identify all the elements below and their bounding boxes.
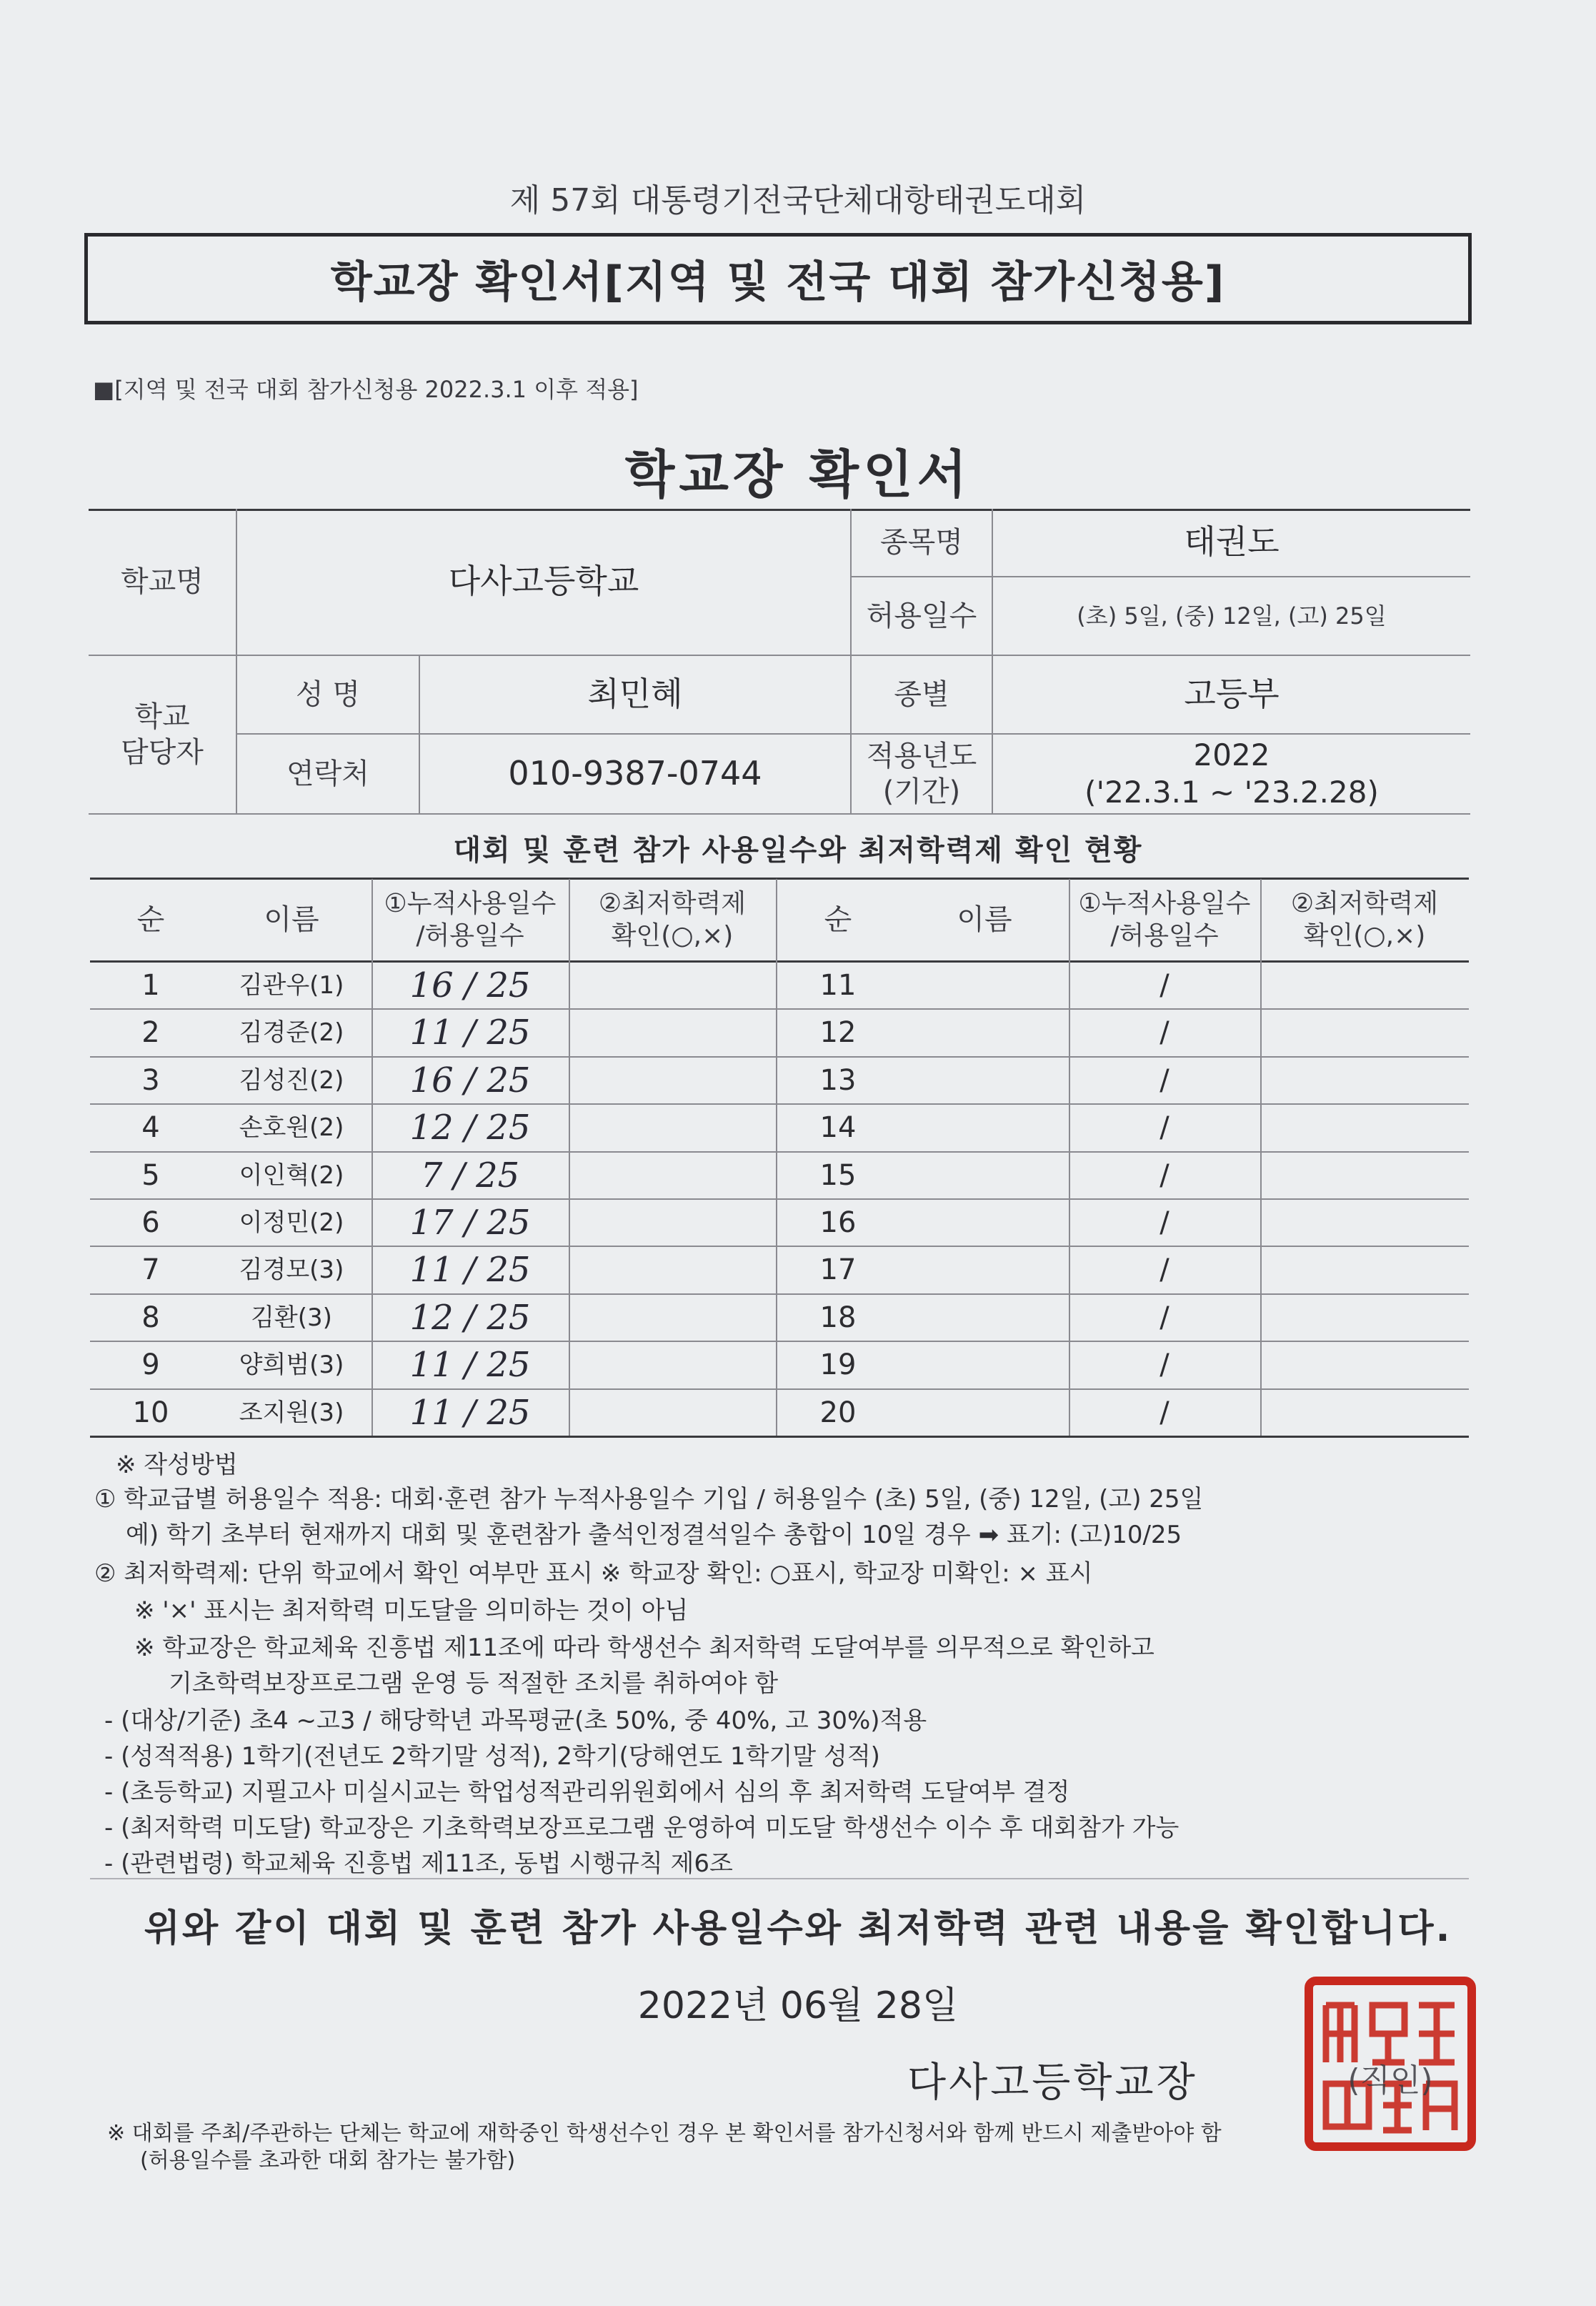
header-days: [371, 879, 569, 960]
athlete-name: 김환(3): [251, 1303, 332, 1332]
document-title: 학교장 확인서: [624, 444, 972, 505]
days-used-slash: /: [1159, 1301, 1169, 1334]
days-used-slash: /: [1159, 969, 1169, 1002]
min-grade-check: [1260, 1341, 1469, 1388]
year-label: [852, 735, 992, 813]
section-title: 대회 및 훈련 참가 사용일수와 최저학력제 확인 현황: [453, 834, 1143, 867]
min-grade-check: [569, 1389, 776, 1436]
row-number: 12: [819, 1016, 857, 1049]
days-used-handwritten: 11 / 25: [409, 1013, 531, 1053]
days-used-handwritten: 12 / 25: [409, 1298, 531, 1338]
row-number: 3: [141, 1064, 160, 1097]
days-used-slash: /: [1159, 1206, 1169, 1239]
row-number: 17: [819, 1253, 857, 1286]
note-line: 예) 학기 초부터 현재까지 대회 및 훈련참가 출석인정결석일수 총합이 10일 경우 ➡ 표기: (고)10/25: [126, 1521, 1182, 1549]
athlete-name: [900, 1341, 1069, 1388]
note-line: ※ '×' 표시는 최저학력 미도달을 의미하는 것이 아님: [134, 1596, 689, 1625]
header-days-line2: /허용일수: [416, 921, 524, 950]
note-line: ※ 학교장은 학교체육 진흥법 제11조에 따라 학생선수 최저학력 도달여부를 의무적으로 확인하고: [134, 1634, 1154, 1662]
days-used-handwritten: 7 / 25: [420, 1156, 520, 1196]
contact-person-label: [89, 656, 236, 813]
row-divider: [90, 1436, 1469, 1438]
athlete-name: [900, 962, 1069, 1009]
school-name-label: 학교명: [121, 565, 204, 598]
header-min-line2: 확인(○,×): [611, 921, 734, 950]
athlete-name: 조지원(3): [239, 1398, 344, 1427]
note-line: - (성적적용) 1학기(전년도 2학기말 성적), 2학기(당해연도 1학기말 성적): [104, 1742, 880, 1771]
note-line: - (대상/기준) 초4 ~고3 / 해당학년 과목평균(초 50%, 중 40%, 고 30%)적용: [104, 1706, 927, 1735]
athlete-name: [900, 1152, 1069, 1199]
sport-value: 태권도: [1184, 522, 1280, 562]
header-min-grade: [569, 879, 776, 960]
days-used-slash: /: [1159, 1064, 1169, 1097]
year-value: [993, 735, 1470, 813]
note-line: - (최저학력 미도달) 학교장은 기초학력보장프로그램 운영하여 미도달 학생선수 이수 후 대회참가 가능: [104, 1814, 1179, 1842]
athlete-name: [900, 1389, 1069, 1436]
days-used-slash: /: [1159, 1348, 1169, 1381]
row-number: 13: [819, 1064, 857, 1097]
athlete-name: [900, 1294, 1069, 1341]
year-label-line2: (기간): [882, 775, 961, 808]
contact-label-line2: 담당자: [121, 736, 204, 769]
days-used-handwritten: 11 / 25: [409, 1345, 531, 1385]
min-grade-check: [1260, 1009, 1469, 1056]
min-grade-check: [1260, 1199, 1469, 1246]
row-number: 15: [819, 1159, 857, 1192]
days-used-slash: /: [1159, 1016, 1169, 1049]
days-used-handwritten: 12 / 25: [409, 1108, 531, 1148]
note-line: 기초학력보장프로그램 운영 등 적절한 조치를 취하여야 함: [169, 1669, 779, 1698]
header-min-line1: ②최저학력제: [598, 889, 747, 918]
athlete-name: 이인혁(2): [239, 1161, 344, 1190]
contact-label-line1: 학교: [134, 700, 190, 733]
header-name: 이름: [957, 903, 1012, 936]
min-grade-check: [569, 1199, 776, 1246]
person-name-label: 성 명: [296, 678, 360, 711]
days-used-handwritten: 11 / 25: [409, 1393, 531, 1433]
phone-label: 연락처: [286, 757, 369, 790]
days-used-slash: /: [1159, 1253, 1169, 1286]
form-title: 학교장 확인서[지역 및 전국 대회 참가신청용]: [330, 257, 1226, 307]
row-number: 6: [141, 1206, 160, 1239]
days-used-handwritten: 16 / 25: [409, 1060, 531, 1100]
min-grade-check: [1260, 1294, 1469, 1341]
min-grade-check: [1260, 1057, 1469, 1104]
min-grade-check: [569, 1009, 776, 1056]
min-grade-check: [569, 1057, 776, 1104]
row-number: 14: [819, 1111, 857, 1144]
row-number: 18: [819, 1301, 857, 1334]
header-no: 순: [136, 903, 165, 936]
days-used-handwritten: 11 / 25: [409, 1250, 531, 1290]
row-number: 11: [819, 969, 857, 1002]
year-label-line1: 적용년도: [866, 740, 977, 772]
min-grade-check: [569, 1246, 776, 1293]
athlete-name: 손호원(2): [239, 1113, 344, 1142]
header-no: 순: [824, 903, 852, 936]
division-label: 종별: [894, 678, 949, 711]
min-grade-check: [1260, 1152, 1469, 1199]
row-number: 19: [819, 1348, 857, 1381]
athlete-name: 김관우(1): [239, 970, 344, 1000]
header-days: [1069, 879, 1260, 960]
days-used-slash: /: [1159, 1159, 1169, 1192]
row-number: 16: [819, 1206, 857, 1239]
allowed-days-value: (초) 5일, (중) 12일, (고) 25일: [1077, 602, 1387, 630]
days-used-handwritten: 16 / 25: [409, 965, 531, 1005]
athlete-name: 김경모(3): [239, 1255, 344, 1284]
note-line: ② 최저학력제: 단위 학교에서 확인 여부만 표시 ※ 학교장 확인: ○표시, 학교장 미확인: × 표시: [94, 1559, 1093, 1588]
person-name-value: 최민혜: [587, 675, 683, 714]
row-number: 7: [141, 1253, 160, 1286]
athlete-name: 양희범(3): [239, 1350, 344, 1379]
school-name-value: 다사고등학교: [448, 562, 639, 601]
min-grade-check: [1260, 1104, 1469, 1151]
row-number: 4: [141, 1111, 160, 1144]
seal-label: (직인): [1347, 2062, 1433, 2099]
row-number: 10: [132, 1396, 169, 1429]
row-number: 20: [819, 1396, 857, 1429]
note-line: - (초등학교) 지필고사 미실시교는 학업성적관리위원회에서 심의 후 최저학력 도달여부 결정: [104, 1778, 1070, 1806]
days-used-slash: /: [1159, 1111, 1169, 1144]
issue-date: 2022년 06월 28일: [637, 1984, 959, 2027]
header-days-line1: ①누적사용일수: [384, 889, 557, 918]
header-min-line2: 확인(○,×): [1303, 921, 1426, 950]
min-grade-check: [569, 1341, 776, 1388]
principal-signature-line: 다사고등학교장: [907, 2059, 1198, 2106]
header-min-grade: [1260, 879, 1469, 960]
athlete-name: 이정민(2): [239, 1208, 344, 1237]
athlete-name: [900, 1199, 1069, 1246]
notes-heading: ※ 작성방법: [116, 1451, 238, 1479]
min-grade-check: [569, 962, 776, 1009]
min-grade-check: [1260, 962, 1469, 1009]
days-used-handwritten: 17 / 25: [409, 1203, 531, 1243]
row-number: 9: [141, 1348, 160, 1381]
official-seal-stamp: [1305, 1977, 1476, 2151]
athlete-name: [900, 1246, 1069, 1293]
athlete-name: [900, 1009, 1069, 1056]
year-value-line2: ('22.3.1 ~ '23.2.28): [1084, 775, 1379, 810]
division-value: 고등부: [1184, 675, 1280, 714]
min-grade-check: [569, 1104, 776, 1151]
sport-label: 종목명: [880, 526, 963, 559]
footer-notice: ※ 대회를 주최/주관하는 단체는 학교에 재학중인 학생선수인 경우 본 확인서를 참가신청서와 함께 반드시 제출받아야 함: [107, 2121, 1222, 2146]
min-grade-check: [1260, 1389, 1469, 1436]
min-grade-check: [569, 1152, 776, 1199]
notes-divider: [90, 1878, 1469, 1879]
min-grade-check: [569, 1294, 776, 1341]
header-min-line1: ②최저학력제: [1290, 889, 1439, 918]
athlete-name: [900, 1057, 1069, 1104]
event-title: 제 57회 대통령기전국단체대항태권도대회: [509, 182, 1087, 219]
row-number: 8: [141, 1301, 160, 1334]
info-divider: [89, 813, 1470, 815]
year-value-line1: 2022: [1193, 737, 1270, 772]
form-title-box: [84, 233, 1472, 324]
phone-value: 010-9387-0744: [508, 754, 762, 793]
header-name: 이름: [264, 903, 319, 936]
athlete-name: 김성진(2): [239, 1065, 344, 1095]
header-days-line2: /허용일수: [1110, 921, 1219, 950]
row-number: 5: [141, 1159, 160, 1192]
min-grade-check: [1260, 1246, 1469, 1293]
days-used-slash: /: [1159, 1396, 1169, 1429]
row-number: 1: [141, 969, 160, 1002]
note-line: - (관련법령) 학교체육 진흥법 제11조, 동법 시행규칙 제6조: [104, 1849, 733, 1878]
applicability-notice: ■[지역 및 전국 대회 참가신청용 2022.3.1 이후 적용]: [93, 376, 639, 403]
row-number: 2: [141, 1016, 160, 1049]
allowed-days-label: 허용일수: [866, 600, 977, 632]
athlete-name: [900, 1104, 1069, 1151]
athlete-name: 김경준(2): [239, 1018, 344, 1047]
note-line: ① 학교급별 허용일수 적용: 대회·훈련 참가 누적사용일수 기입 / 허용일수 (초) 5일, (중) 12일, (고) 25일: [94, 1485, 1204, 1514]
header-days-line1: ①누적사용일수: [1078, 889, 1251, 918]
confirmation-statement: 위와 같이 대회 및 훈련 참가 사용일수와 최저학력 관련 내용을 확인합니다.: [144, 1907, 1452, 1950]
footer-notice-sub: (허용일수를 초과한 대회 참가는 불가함): [140, 2148, 516, 2173]
